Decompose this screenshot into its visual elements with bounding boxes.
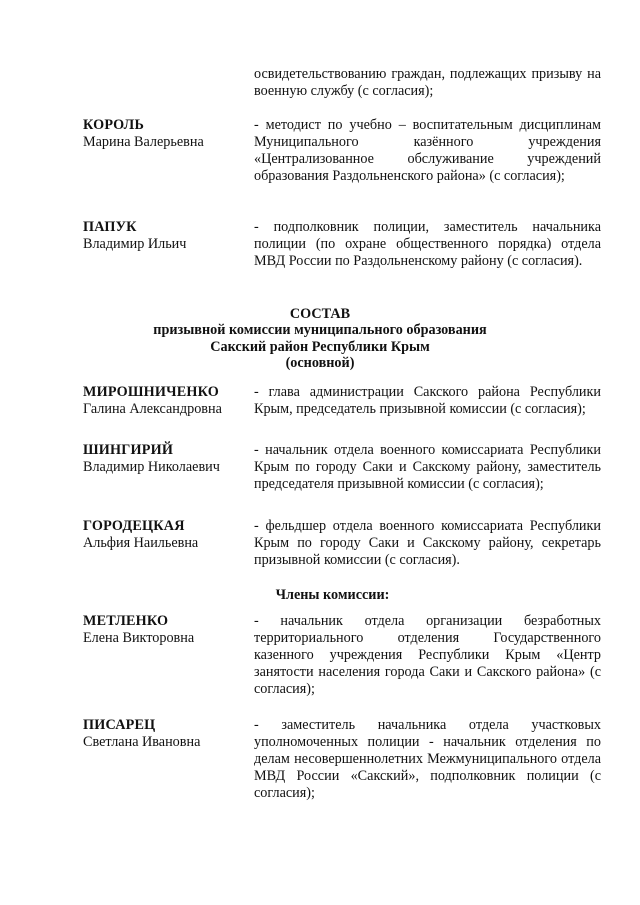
- members-heading: Члены комиссии:: [275, 587, 390, 603]
- member-given-name: Галина Александровна: [83, 401, 222, 417]
- member-given-name: Светлана Ивановна: [83, 734, 201, 750]
- member-surname: ПАПУК: [83, 219, 137, 235]
- member-role: - методист по учебно – воспитательным дисциплинам Муниципального казённого учреждения «Централизованное обслуживание учреждений образования Раздольненского района» (с согласия);: [254, 117, 601, 184]
- member-surname: МЕТЛЕНКО: [83, 613, 169, 629]
- section-title: СОСТАВ: [289, 306, 351, 322]
- member-surname: ПИСАРЕЦ: [83, 717, 156, 733]
- member-given-name: Елена Викторовна: [83, 630, 195, 646]
- member-surname: ГОРОДЕЦКАЯ: [83, 518, 185, 534]
- section-subtitle-line: Сакский район Республики Крым: [210, 339, 430, 355]
- member-surname: ШИНГИРИЙ: [83, 442, 174, 458]
- member-surname: МИРОШНИЧЕНКО: [83, 384, 219, 400]
- member-given-name: Марина Валерьевна: [83, 134, 204, 150]
- intro-continuation: освидетельствованию граждан, подлежащих призыву на военную службу (с согласия);: [254, 66, 601, 99]
- member-role: - подполковник полиции, заместитель начальника полиции (по охране общественного порядка) отдела МВД России по Раздольненскому району (с согласия).: [254, 219, 601, 269]
- member-role: - глава администрации Сакского района Республики Крым, председатель призывной комиссии (с согласия);: [254, 384, 601, 417]
- member-role: - начальник отдела организации безработных территориального отделения Государственного казенного учреждения Республики Крым «Центр занятости населения города Саки и Сакского района» (с согласия);: [254, 613, 601, 697]
- member-role: - заместитель начальника отдела участковых уполномоченных полиции - начальник отделения по делам несовершеннолетних Межмуниципального отдела МВД России «Сакский», подполковник полиции (с согласия);: [254, 717, 601, 801]
- member-role: - начальник отдела военного комиссариата Республики Крым по городу Саки и Сакскому району, заместитель председателя призывной комиссии (с согласия);: [254, 442, 601, 492]
- member-role: - фельдшер отдела военного комиссариата Республики Крым по городу Саки и Сакскому району, секретарь призывной комиссии (с согласия).: [254, 518, 601, 568]
- member-given-name: Владимир Ильич: [83, 236, 187, 252]
- member-given-name: Владимир Николаевич: [83, 459, 220, 475]
- section-subtitle-line: (основной): [285, 355, 355, 371]
- member-given-name: Альфия Наильевна: [83, 535, 199, 551]
- section-subtitle-line: призывной комиссии муниципального образования: [153, 322, 487, 338]
- member-surname: КОРОЛЬ: [83, 117, 145, 133]
